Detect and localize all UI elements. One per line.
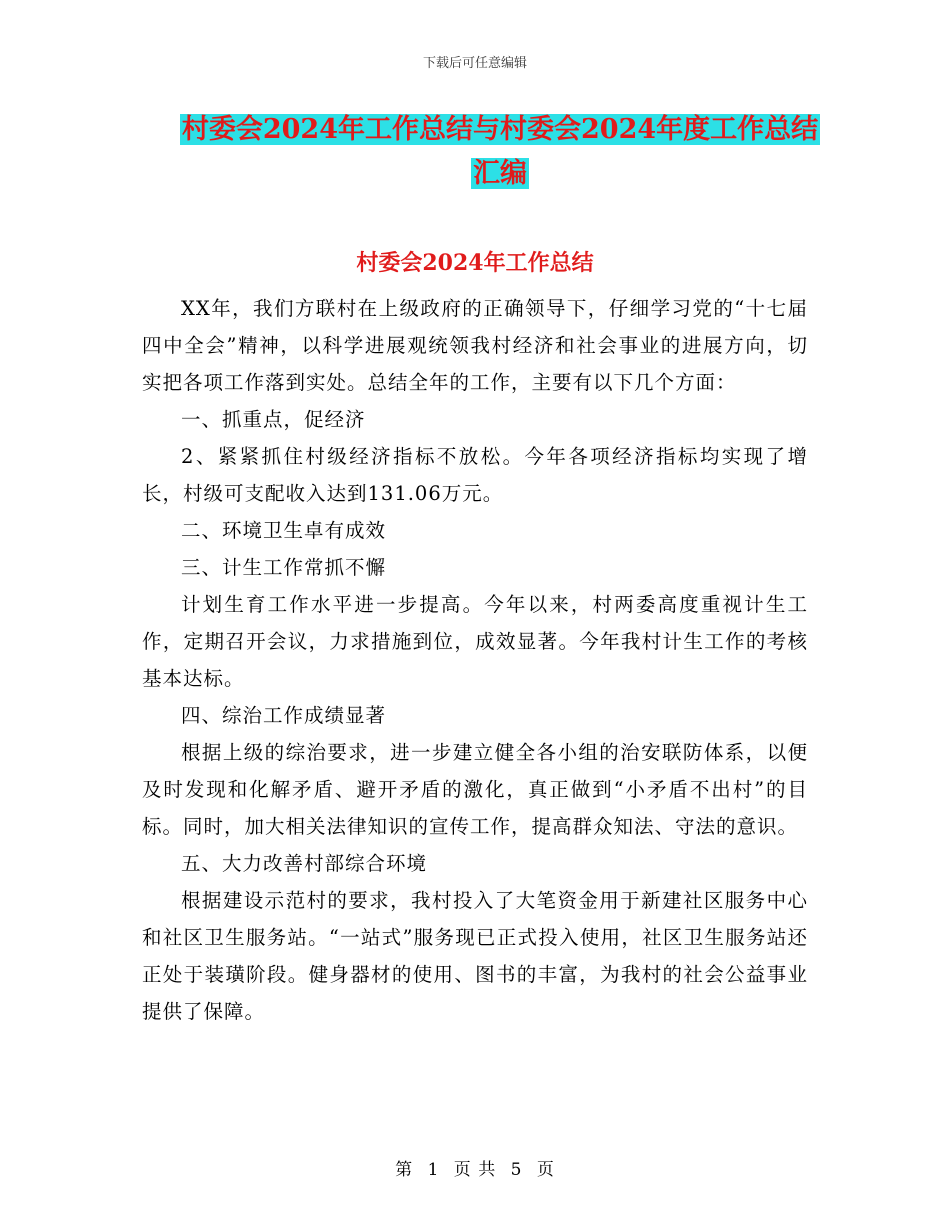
footer-middle: 页 共 <box>453 1160 497 1180</box>
document-title-line2: 汇编 <box>473 158 527 189</box>
document-title <box>140 108 860 196</box>
footer-suffix: 页 <box>536 1160 555 1180</box>
paragraph-economy: 2、紧紧抓住村级经济指标不放松。今年各项经济指标均实现了增长，村级可支配收入达到131.06万元。 <box>142 445 808 505</box>
page-header-note: 下载后可任意编辑 <box>422 56 527 71</box>
footer-page-number: 1 <box>427 1160 440 1180</box>
page-footer <box>0 1155 950 1180</box>
footer-prefix: 第 <box>395 1160 414 1180</box>
document-body <box>142 290 808 1030</box>
footer-total-pages: 5 <box>510 1160 523 1180</box>
heading-family-planning: 三、计生工作常抓不懈 <box>181 556 387 579</box>
paragraph-intro: XX年，我们方联村在上级政府的正确领导下，仔细学习党的“十七届四中全会”精神，以科学进展观统领我村经济和社会事业的进展方向，切实把各项工作落到实处。总结全年的工作，主要有以下几个方面： <box>142 297 808 394</box>
heading-economy: 一、抓重点，促经济 <box>181 408 366 431</box>
heading-village-environment: 五、大力改善村部综合环境 <box>181 852 428 875</box>
document-title-line1: 村委会2024年工作总结与村委会2024年度工作总结 <box>181 114 819 145</box>
section-title: 村委会2024年工作总结 <box>356 250 594 276</box>
paragraph-family-planning: 计划生育工作水平进一步提高。今年以来，村两委高度重视计生工作，定期召开会议，力求措施到位，成效显著。今年我村计生工作的考核基本达标。 <box>142 593 808 690</box>
paragraph-public-security: 根据上级的综治要求，进一步建立健全各小组的治安联防体系，以便及时发现和化解矛盾、避开矛盾的激化，真正做到“小矛盾不出村”的目标。同时，加大相关法律知识的宣传工作，提高群众知法、守法的意识。 <box>142 741 808 838</box>
heading-public-security: 四、综治工作成绩显著 <box>181 704 387 727</box>
heading-environment: 二、环境卫生卓有成效 <box>181 519 387 542</box>
paragraph-village-environment: 根据建设示范村的要求，我村投入了大笔资金用于新建社区服务中心和社区卫生服务站。“一站式”服务现已正式投入使用，社区卫生服务站还正处于装璜阶段。健身器材的使用、图书的丰富，为我村的社会公益事业提供了保障。 <box>142 889 808 1023</box>
